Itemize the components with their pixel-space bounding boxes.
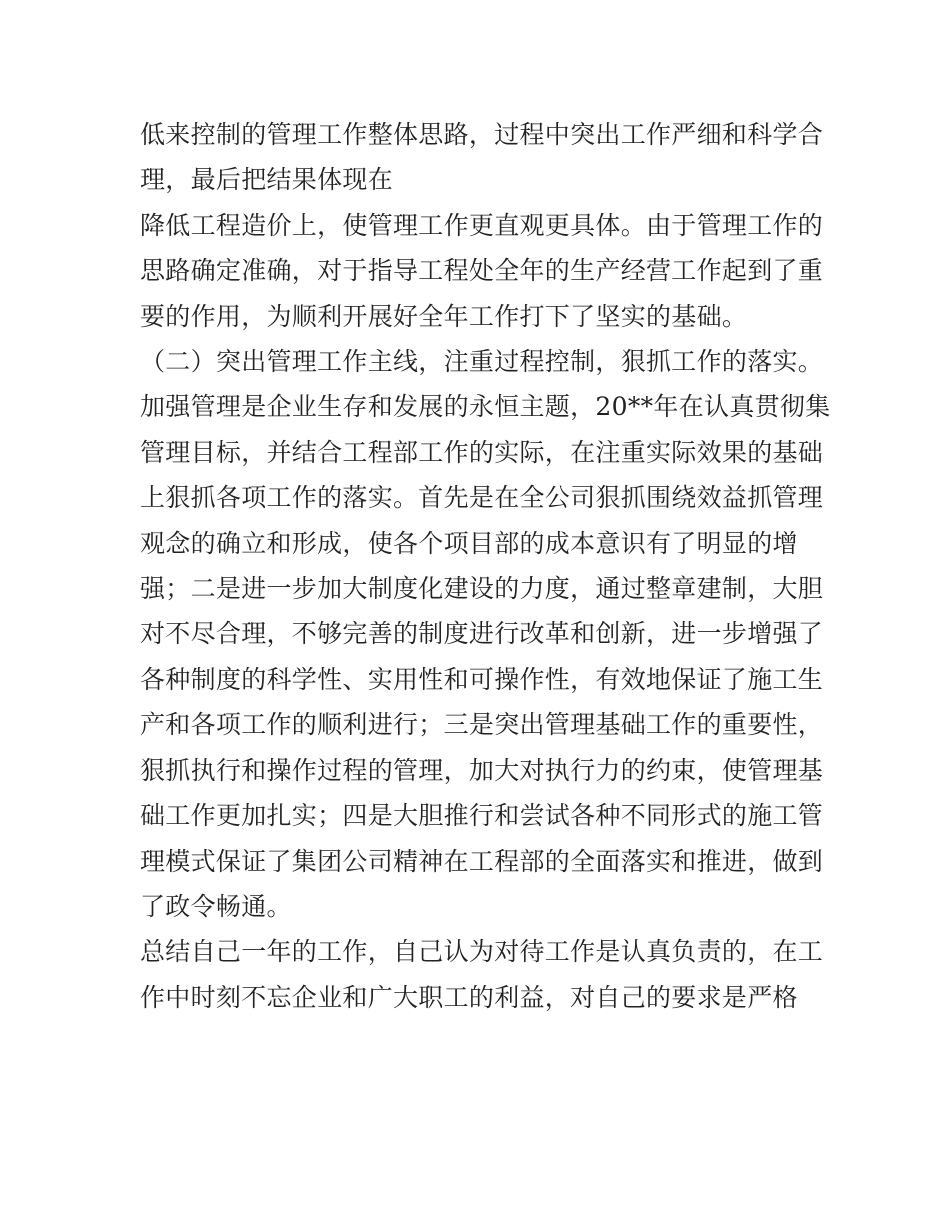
text-line: 思路确定准确，对于指导工程处全年的生产经营工作起到了重 [140, 256, 824, 286]
text-line: 降低工程造价上，使管理工作更直观更具体。由于管理工作的 [140, 210, 824, 240]
text-line: 对不尽合理，不够完善的制度进行改革和创新，进一步增强了 [140, 619, 824, 649]
text-line: 强；二是进一步加大制度化建设的力度，通过整章建制，大胆 [140, 574, 824, 604]
text-line: 理模式保证了集团公司精神在工程部的全面落实和推进，做到 [140, 846, 824, 876]
text-line: 观念的确立和形成，使各个项目部的成本意识有了明显的增 [140, 528, 798, 558]
text-line: 低来控制的管理工作整体思路，过程中突出工作严细和科学合 [140, 120, 824, 149]
text-line: 狠抓执行和操作过程的管理，加大对执行力的约束，使管理基 [140, 755, 824, 785]
text-line: 总结自己一年的工作，自己认为对待工作是认真负责的，在工 [140, 937, 824, 967]
text-line: 管理目标，并结合工程部工作的实际，在注重实际效果的基础 [140, 437, 824, 467]
text-line: 上狠抓各项工作的落实。首先是在全公司狠抓围绕效益抓管理 [140, 483, 824, 513]
text-line: 产和各项工作的顺利进行；三是突出管理基础工作的重要性， [140, 710, 824, 740]
text-line: 加强管理是企业生存和发展的永恒主题，20**年在认真贯彻集 [140, 392, 831, 422]
body-text [140, 112, 831, 1020]
text-line: 础工作更加扎实；四是大胆推行和尝试各种不同形式的施工管 [140, 801, 824, 831]
section-heading: （二）突出管理工作主线，注重过程控制，狠抓工作的落实。 [140, 347, 824, 377]
text-line: 了政令畅通。 [140, 891, 292, 921]
text-line: 要的作用，为顺利开展好全年工作打下了坚实的基础。 [140, 301, 748, 331]
text-line: 理，最后把结果体现在 [140, 165, 394, 195]
text-line: 各种制度的科学性、实用性和可操作性，有效地保证了施工生 [140, 664, 824, 694]
text-line: 作中时刻不忘企业和广大职工的利益，对自己的要求是严格 [140, 982, 798, 1012]
